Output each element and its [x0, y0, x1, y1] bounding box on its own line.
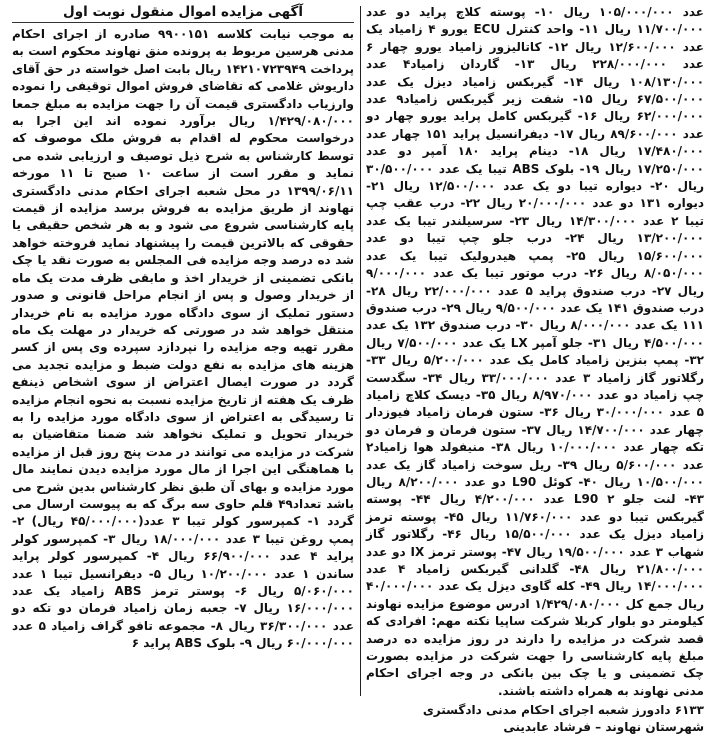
right-column: [360, 4, 708, 735]
left-column: [8, 4, 360, 698]
notice-body-part-1: به موجب نیابت کلاسه ۹۹۰۰۱۵۱ صادره از اجرای احکام مدنی هرسین مربوط به پرونده منق نهاوند محکوم است به پرداخت ۱۴۲۱۰۷۲۳۹۴۹ ریال بابت اصل خواسته در حق آقای داریوش غلامی که تقاضای فروش اموال توقیفی را نموده وارزیاب دادگستری قیمت آن را جهت مزایده به مبلغ جمعا ۱/۴۲۹/۰۸۰/۰۰۰ ریال برآورد نموده اند این اجرا به درخواست محکوم له اقدام به فروش ملک موصوف که توسط کارشناس به شرح ذیل توصیف و ارزیابی شده می نماید و مقرر است از ساعت ۱۰ صبح تا ۱۱ مورخه ۱۳۹۹/۰۶/۱۱ در محل شعبه اجرای احکام مدنی دادگستری نهاوند از طریق مزایده به فروش برسد مزایده از قیمت پایه کارشناسی شروع می شود و به هر شخص حقیقی یا حقوقی که بالاترین قیمت را پیشنهاد نماید فروخته خواهد شد ده درصد وجه مزایده فی المجلس به صورت نقد یا چک بانکی تضمینی از خریدار اخذ و مابقی ظرف مدت یک ماه از خریدار وصول و پس از انجام مراحل قانونی و صدور دستور تملیک از سوی دادگاه مورد مزایده به نام خریدار منتقل خواهد شد در صورتی که خریدار در مهلت یک ماه مقرر تهیه وجه مزایده را نپردازد سپرده وی پس از کسر هزینه های مزایده به نفع دولت ضبط و مزایده تجدید می گردد در صورت ایصال اعتراض از سوی اشخاص ذینفع ظرف یک هفته از تاریخ مزایده نسبت به نحوه انجام مزایده تا رسیدگی به اعتراض از سوی دادگاه مورد مزایده را به خریدار تحویل و تملیک نخواهد شد ضمنا متقاضیان به شرکت در مزایده می توانند در مدت پنج روز قبل از مزایده با هماهنگی این اجرا از مال مورد مزایده دیدن نمایند مال مورد مزایده و بهای آن طبق نظر کارشناس بدین شرح می باشد تعداد۴۹ قلم حاوی سه برگ که به پیوست ارسال می گردد ۱- کمپرسور کولر تیبا ۳ عدد(۴۵/۰۰۰/۰۰۰ ریال) ۲- پمپ روغن تیبا ۳ عدد ۱۸/۰۰۰/۰۰۰ ریال ۳- کمپرسور کولر پراید ۴ عدد ۶۶/۹۰۰/۰۰۰ ریال ۴- کمپرسور کولر پراید ساندن ۱ عدد ۱۰/۲۰۰/۰۰۰ ریال ۵- دیفرانسیل تیبا ۱ عدد ۵/۰۶۰/۰۰۰ ریال ۶- پوستر ترمز ABS زامیاد یک عدد ۱۶/۰۰۰/۰۰۰ ریال ۷- جعبه زمان زامیاد فرمان دو تکه دو عدد ۳۶/۳۰۰/۰۰۰ ریال ۸- مجموعه تافو گراف زامیاد ۵ عدد ۶۰/۰۰۰/۰۰۰ ریال ۹- بلوک ABS پراید ۶: [12, 27, 355, 651]
notice-signature: ۶۱۳۳ دادورز شعبه اجرای احکام مدنی دادگستری شهرستان نهاوند – فرشاد عابدینی: [422, 703, 704, 735]
notice-title: آگهی مزایده اموال منقول نوبت اول: [12, 4, 354, 23]
notice-body-part-2: عدد ۱۰۵/۰۰۰/۰۰۰ ریال ۱۰- پوسته کلاچ پراید دو عدد ۱۱/۷۰۰/۰۰۰ ریال ۱۱- واحد کنترل ECU یورو ۴ زامیاد یک عدد ۱۲/۶۰۰/۰۰۰ ریال ۱۲- کاتالیزور زامیاد یورو چهار ۶ عدد ۲۲۸/۰۰۰/۰۰۰ ریال ۱۳- گاردان زامیاد۴ عدد ۱۰۸/۱۳۰/۰۰۰ ریال ۱۴- گیربکس زامیاد دیزل یک عدد ۶۷/۵۰۰/۰۰۰ ریال ۱۵- شفت زیر گیربکس زامیاد۹ عدد ۶۲/۰۰۰/۰۰۰ ریال ۱۶- گیربکس کامل پراید یورو چهار دو عدد ۸۹/۶۰۰/۰۰۰ ریال ۱۷- دیفرانسیل پراید ۱۵۱ چهار عدد ۱۷/۴۸۰/۰۰۰ ریال ۱۸- دینام پراید ۱۸۰ آمپر دو عدد ۱۷/۲۵۰/۰۰۰ ریال ۱۹- بلوک ABS تیبا یک عدد ۳۰/۵۰۰/۰۰۰ ریال ۲۰- دیواره تیبا دو یک عدد ۱۲/۵۰۰/۰۰۰ ریال ۲۱- دیواره ۱۳۱ دو عدد ۲۰/۰۰۰/۰۰۰ ریال ۲۲- درب عقب چپ تیبا ۲ عدد ۱۴/۳۰۰/۰۰۰ ریال ۲۳- سرسیلندر تیبا یک عدد ۱۳/۲۰۰/۰۰۰ ریال ۲۴- درب جلو چپ تیبا دو عدد ۱۵/۶۰۰/۰۰۰ ریال ۲۵- پمپ هیدرولیک تیبا یک عدد ۸/۰۵۰/۰۰۰ ریال ۲۶- درب موتور تیبا یک عدد ۹/۰۰۰/۰۰۰ ریال ۲۷- درب صندوق پراید ۵ عدد ۲۲/۰۰۰/۰۰۰ ریال ۲۸- درب صندوق ۱۴۱ یک عدد ۹/۵۰۰/۰۰۰ ریال ۲۹- درب صندوق ۱۱۱ یک عدد ۸/۰۰۰/۰۰۰ ریال ۳۰- درب صندوق ۱۳۲ یک عدد ۴/۵۰۰/۰۰۰ ریال ۳۱- جلو آمپر LX یک عدد ۷/۵۰۰/۰۰۰ ریال ۳۲- پمپ بنزین زامیاد کامل یک عدد ۵/۲۰۰/۰۰۰ ریال ۳۳- رگلاتور گاز زامیاد ۳ عدد ۳۳/۰۰۰/۰۰۰ ریال ۳۴- سگدست چپ زامیاد دو عدد ۸/۹۷۰/۰۰۰ ریال ۳۵- دیسک کلاچ زامیاد ۵ عدد ۳۰/۰۰۰/۰۰۰ ریال ۳۶- ستون فرمان زامیاد فیوزدار چهار عدد ۱۴/۷۰۰/۰۰۰ ریال ۳۷- ستون فرمان و فرمان دو تکه چهار عدد ۱۰/۰۰۰/۰۰۰ ریال ۳۸- منیفولد هوا زامیاد۲ عدد ۵/۶۰۰/۰۰۰ ریال ۳۹- ریل سوخت زامیاد گاز یک عدد ۱۰/۵۰۰/۰۰۰ ریال ۴۰- کوئل L90 دو عدد ۸/۲۰۰/۰۰۰ ریال ۴۳- لنت جلو L90 ۲ عدد ۴/۲۰۰/۰۰۰ ریال ۴۴- پوسته گیربکس تیبا دو عدد ۱۱/۷۶۰/۰۰۰ ریال ۴۵- پوسته ترمز زامیاد دیزل یک عدد ۱۵/۵۰۰/۰۰۰ ریال ۴۶- رگلاتور گاز شهاب ۳ عدد ۱۹/۵۰۰/۰۰۰ ریال ۴۷- پوستر ترمز IX دو عدد ۲۱/۸۰۰/۰۰۰ ریال ۴۸- گلدانی گیربکس زامیاد ۴ عدد ۱۴/۰۰۰/۰۰۰ ریال ۴۹- کله گاوی دیزل یک عدد ۴۰/۰۰۰/۰۰۰ ریال جمع کل ۱/۴۲۹/۰۸۰/۰۰۰ ادرس موضوع مزایده نهاوند کیلومتر دو بلوار کربلا شرکت ساپیا نکته مهم: افرادی که قصد شرکت در مزایده را دارند در روز مزایده ده درصد مبلغ پایه کارشناسی را جهت شرکت در مزایده بصورت چک تضمینی و یا چک بین بانکی در وجه اجرای احکام مدنی نهاوند به همراه داشته باشند.: [366, 5, 705, 698]
